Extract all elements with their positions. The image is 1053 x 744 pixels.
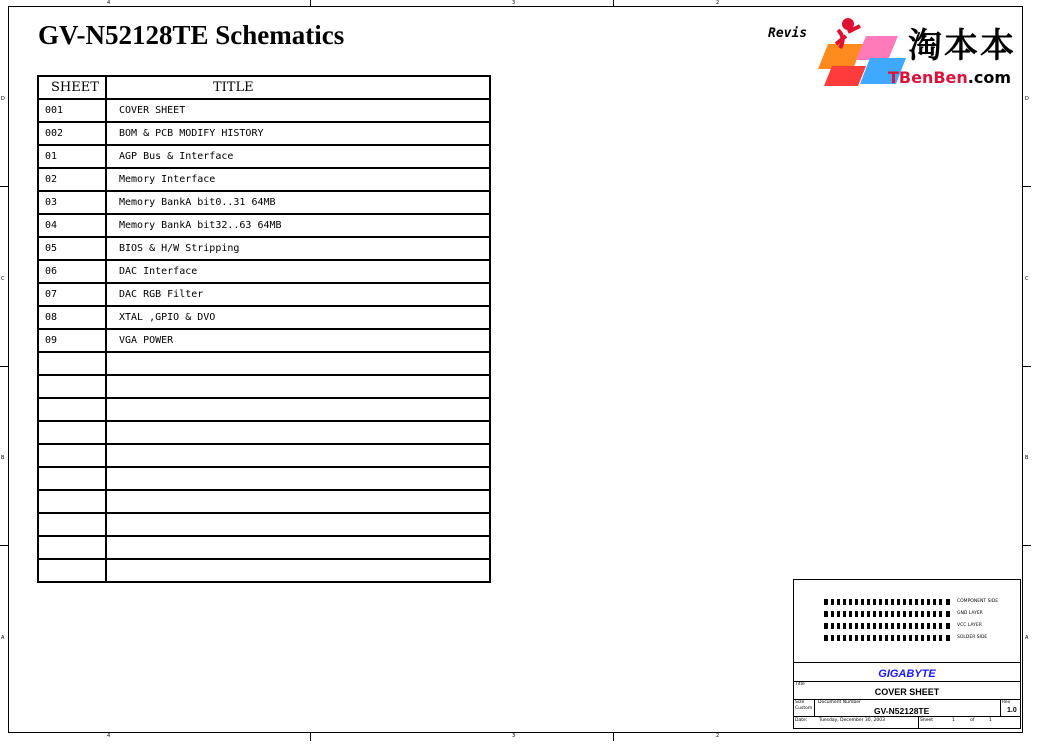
sheet-title-cell — [106, 559, 490, 582]
table-row — [38, 536, 490, 559]
sheet-number-cell: 06 — [38, 260, 106, 283]
border-tick — [0, 366, 8, 367]
sheet-number-cell: 02 — [38, 168, 106, 191]
table-row — [38, 444, 490, 467]
layer-label: COMPONENT SIDE — [957, 599, 999, 604]
border-zone-left-d: D — [1, 96, 5, 102]
of-label: of — [970, 718, 975, 723]
sheet-number-cell — [38, 444, 106, 467]
table-row — [38, 283, 490, 306]
of-value: 1 — [989, 718, 992, 723]
layer-label: GND LAYER — [957, 611, 983, 616]
border-zone-top-3: 3 — [512, 0, 516, 6]
logo-domain — [888, 68, 1011, 87]
sheet-number-cell: 03 — [38, 191, 106, 214]
doc-number: GV-N52128TE — [874, 706, 930, 716]
border-zone-left-c: C — [1, 276, 5, 282]
sheet-number-cell — [38, 352, 106, 375]
title-block-divider — [918, 716, 919, 729]
border-tick — [0, 186, 8, 187]
border-tick — [1023, 545, 1031, 546]
table-row — [38, 237, 490, 260]
sheet-title-cell — [106, 490, 490, 513]
company-name: GIGABYTE — [878, 668, 936, 680]
sheet-title-cell: DAC RGB Filter — [106, 283, 490, 306]
sheet-number-cell: 05 — [38, 237, 106, 260]
sheet-number-cell — [38, 536, 106, 559]
header-title: TITLE — [106, 76, 490, 99]
border-tick — [1023, 186, 1031, 187]
sheet-number-cell: 04 — [38, 214, 106, 237]
date-label: Date: — [795, 718, 808, 723]
revision-label: Revis — [768, 26, 808, 41]
sheet-number-cell: 08 — [38, 306, 106, 329]
table-row — [38, 99, 490, 122]
sheet-title-cell — [106, 467, 490, 490]
sheet-title-cell — [106, 352, 490, 375]
sheet-title-cell — [106, 536, 490, 559]
rev-value: 1.0 — [1007, 707, 1017, 714]
border-zone-top-2: 2 — [716, 0, 720, 6]
table-row — [38, 559, 490, 582]
sheet-number-cell — [38, 490, 106, 513]
sheet-title-cell: COVER SHEET — [106, 99, 490, 122]
border-zone-top-4: 4 — [107, 0, 111, 6]
table-row — [38, 513, 490, 536]
sheet-number-cell — [38, 398, 106, 421]
sheet-title-cell — [106, 444, 490, 467]
layer-swatch — [824, 611, 950, 617]
layer-label: SOLDER SIDE — [957, 635, 988, 640]
logo-chinese-text: 淘本本 — [908, 26, 1016, 66]
sheet-title-cell: XTAL ,GPIO & DVO — [106, 306, 490, 329]
table-row — [38, 168, 490, 191]
sheet-number-cell: 01 — [38, 145, 106, 168]
size-label: Size — [795, 700, 805, 705]
sheet-title: COVER SHEET — [874, 687, 940, 697]
title-block-divider — [794, 681, 1020, 682]
layer-swatch — [824, 635, 950, 641]
sheet-title-cell: Memory Interface — [106, 168, 490, 191]
sheet-number-cell: 001 — [38, 99, 106, 122]
border-tick — [613, 0, 614, 6]
sheet-number-cell: 07 — [38, 283, 106, 306]
border-tick — [1023, 366, 1031, 367]
border-tick — [0, 545, 8, 546]
date-value: Tuesday, December 30, 2003 — [819, 718, 885, 723]
sheet-number-cell: 002 — [38, 122, 106, 145]
title-block-divider — [794, 716, 1020, 717]
table-row — [38, 329, 490, 352]
sheet-number-cell — [38, 375, 106, 398]
border-zone-left-b: B — [1, 455, 5, 461]
border-zone-left-a: A — [1, 635, 5, 641]
sheet-number-cell — [38, 421, 106, 444]
sheet-title-cell: AGP Bus & Interface — [106, 145, 490, 168]
border-tick — [310, 0, 311, 6]
sheet-title-cell: BIOS & H/W Stripping — [106, 237, 490, 260]
sheet-title-cell: VGA POWER — [106, 329, 490, 352]
table-row — [38, 191, 490, 214]
layer-swatch — [824, 599, 950, 605]
border-tick — [613, 733, 614, 741]
table-row — [38, 260, 490, 283]
border-zone-right-a: A — [1025, 635, 1029, 641]
table-row — [38, 467, 490, 490]
sheet-value: 1 — [952, 718, 955, 723]
layer-swatch — [824, 623, 950, 629]
header-sheet: SHEET — [38, 76, 106, 99]
sheet-number-cell — [38, 467, 106, 490]
sheet-index-table — [37, 75, 491, 583]
logo-domain-prefix: TBenBen — [888, 68, 968, 87]
watermark-logo — [818, 14, 1048, 94]
border-zone-bottom-3: 3 — [512, 733, 516, 739]
sheet-label: Sheet — [920, 718, 934, 723]
sheet-title-cell — [106, 398, 490, 421]
table-row — [38, 490, 490, 513]
sheet-title-cell: Memory BankA bit0..31 64MB — [106, 191, 490, 214]
title-label: Title — [795, 682, 805, 687]
title-block-divider — [794, 662, 1020, 663]
sheet-number-cell — [38, 559, 106, 582]
sheet-number-cell: 09 — [38, 329, 106, 352]
title-block — [793, 579, 1021, 729]
table-row — [38, 352, 490, 375]
border-tick — [310, 733, 311, 741]
table-row — [38, 214, 490, 237]
rev-label: Rev — [1002, 700, 1011, 705]
logo-domain-suffix: .com — [967, 68, 1012, 87]
doc-number-label: Document Number — [818, 700, 861, 705]
sheet-title-cell — [106, 375, 490, 398]
table-row — [38, 398, 490, 421]
table-row — [38, 145, 490, 168]
border-zone-right-d: D — [1025, 96, 1029, 102]
border-zone-right-b: B — [1025, 455, 1029, 461]
border-zone-right-c: C — [1025, 276, 1029, 282]
border-zone-bottom-4: 4 — [107, 733, 111, 739]
table-row — [38, 375, 490, 398]
sheet-title-cell — [106, 513, 490, 536]
sheet-number-cell — [38, 513, 106, 536]
title-block-divider — [814, 699, 815, 716]
sheet-title-cell: Memory BankA bit32..63 64MB — [106, 214, 490, 237]
table-row — [38, 306, 490, 329]
page-title: GV-N52128TE Schematics — [38, 20, 345, 50]
title-block-divider — [1000, 699, 1001, 716]
border-zone-bottom-2: 2 — [716, 733, 720, 739]
size-value: Custom — [795, 706, 813, 711]
table-header-row — [38, 76, 490, 99]
sheet-title-cell: DAC Interface — [106, 260, 490, 283]
table-row — [38, 122, 490, 145]
sheet-title-cell — [106, 421, 490, 444]
layer-label: VCC LAYER — [957, 623, 982, 628]
sheet-title-cell: BOM & PCB MODIFY HISTORY — [106, 122, 490, 145]
table-row — [38, 421, 490, 444]
